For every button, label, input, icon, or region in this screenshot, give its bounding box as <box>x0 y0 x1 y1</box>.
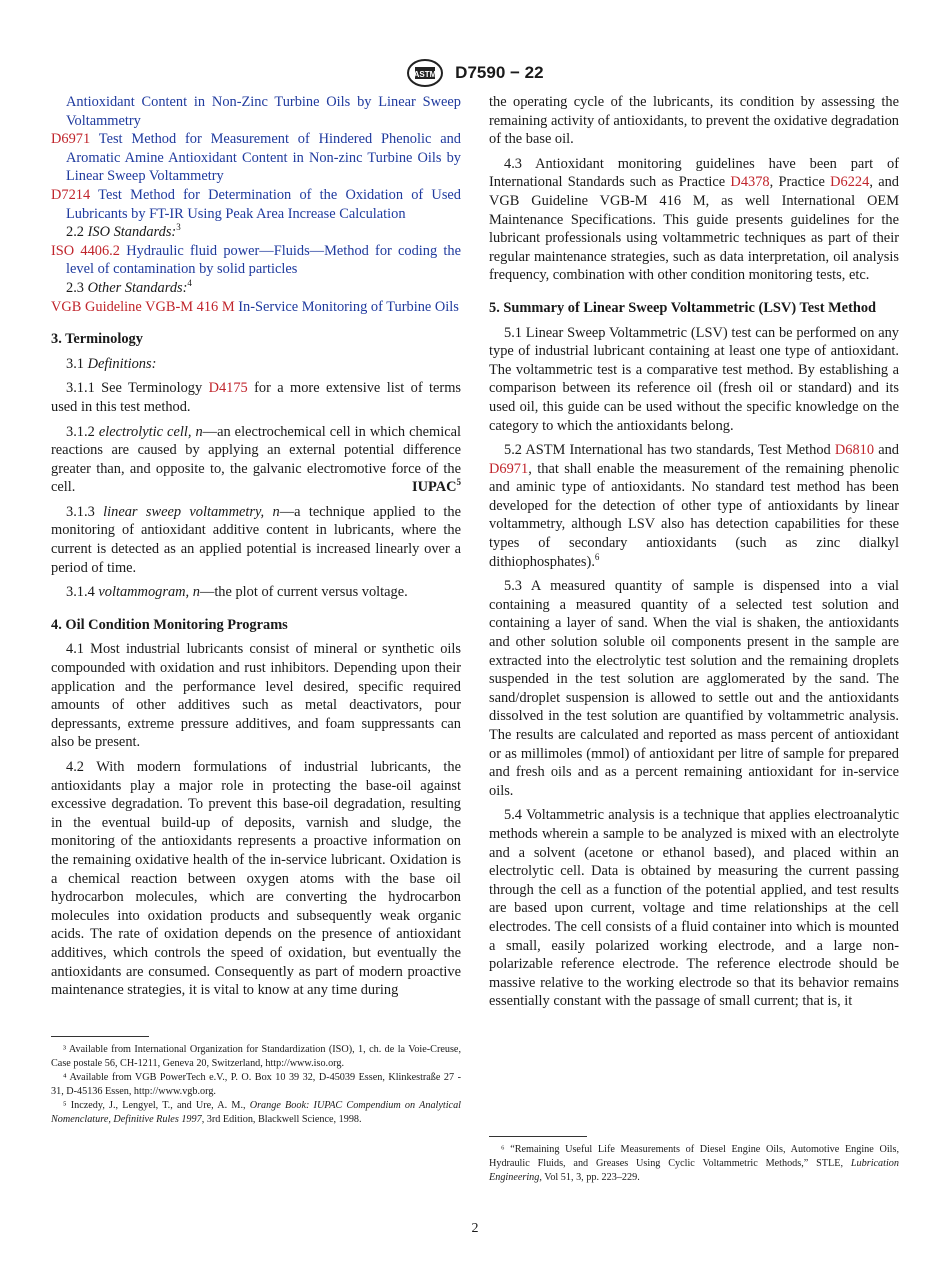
reference-vgb[interactable] <box>51 298 461 317</box>
svg-text:ASTM: ASTM <box>414 70 437 79</box>
page-header <box>0 58 950 88</box>
link-d4175[interactable]: D4175 <box>208 380 248 397</box>
reference-code[interactable]: D6971 <box>51 131 91 148</box>
reference-d7214[interactable] <box>51 186 461 223</box>
reference-code[interactable]: ISO 4406.2 <box>51 242 120 259</box>
paragraph-3-1-2: 3.1.2 electrolytic cell, n—an electrochemical cell in which chemical reactions are caused by applying an external potential difference greater than, and opposite to, the galvanic electromotive force of the cell. IUPAC$^5$ <box>51 423 461 496</box>
reference-d6971[interactable] <box>51 130 461 186</box>
section-5-heading: 5. Summary of Linear Sweep Voltammetric (LSV) Test Method <box>489 299 877 316</box>
footnote-6: ⁶ “Remaining Useful Life Measurements of Diesel Engine Oils, Automotive Engine Oils, Hydraulic Fluids, and Greases Using Cyclic Voltammetric Methods,” STLE, Lubrication Engineering, Vol 51, 3, pp. 223–229. <box>489 1144 899 1183</box>
right-footnotes <box>489 1136 899 1185</box>
paragraph-4-2-continued: the operating cycle of the lubricants, its condition by assessing the remaining activity of antioxidants, to prevent the oxidative degradation of the base oil. <box>489 94 899 148</box>
paragraph-3-1-4: 3.1.4 voltammogram, n—the plot of current versus voltage. <box>66 584 408 601</box>
link-d6810[interactable]: D6810 <box>834 442 875 459</box>
reference-title[interactable]: In-Service Monitoring of Turbine Oils <box>238 298 459 315</box>
left-column <box>51 93 462 1125</box>
footnote-4: ⁴ Available from VGB PowerTech e.V., P. O. Box 10 39 32, D-45039 Essen, Klinkestraße 27 - 31, D-45136 Essen, http://www.vgb.org. <box>51 1072 461 1097</box>
paragraph-4-2: 4.2 With modern formulations of industrial lubricants, the antioxidants play a major role in protecting the base-oil against excessive degradation. To prevent this base-oil degradation, resulting in the eventual build-up of deposits, varnish and sludge, the monitoring of the antioxidants represents a proactive information on the remaining oxidative health of the in-service lubricant. Oxidation is a chemical reaction between oxygen atoms with the base oil hydrocarbon molecules, which are converting the hydrocarbon molecules into oxidation products and subsequently weak organic acids. The rate of oxidation depends on the presence of antioxidant additives, which controls the speed of oxidation, but eventually the antioxidants are consumed. Consequently as part of modern proactive maintenance strategies, it is vital to know at any time during <box>51 759 461 999</box>
page-number: 2 <box>471 1221 479 1236</box>
other-standards-heading: 2.3 Other Standards:$^4$ <box>66 278 192 296</box>
reference-code[interactable]: VGB Guideline VGB-M 416 M <box>51 298 235 315</box>
right-column <box>489 93 899 1183</box>
paragraph-3-1-1: 3.1.1 See Terminology D4175 for a more extensive list of terms used in this test method. <box>51 380 461 415</box>
footnote-5: ⁵ Inczedy, J., Lengyel, T., and Ure, A. M., Orange Book: IUPAC Compendium on Analytical Nomenclature, Definitive Rules 1997, 3rd Edition, Blackwell Science, 1998. <box>51 1100 461 1125</box>
paragraph-5-3: 5.3 A measured quantity of sample is dispensed into a vial containing a measured quantity of a selected test solution and containing a layer of sand. When the vial is shaken, the antioxidants and other solution soluble oil components present in the sample are extracted into the electrolytic test solution and the remaining droplets suspended in the test solution are agglomerated by the sand. The sand/droplet suspension is allowed to settle out and the antioxidants dissolved in the test solution are quantified by voltammetric analysis. The results are calculated and reported as mass percent of antioxidant or as millimoles (mmol) of antioxidant per litre of sample for prepared and fresh oils and as a percent remaining antioxidant for in-service oils. <box>489 578 899 799</box>
iso-standards-heading: 2.2 ISO Standards:$^3$ <box>66 222 181 241</box>
paragraph-5-2: 5.2 ASTM International has two standards, Test Method D6810 and D6971, that shall enable the measurement of the remaining phenolic and aminic type of antioxidants. No standard test method has been developed for the detection of other type of antioxidants by linear voltammetry, although LSV also has detection capabilities for these types of secondary antioxidants (such as zinc dialkyl dithiophosphates).$^6$ <box>489 442 899 570</box>
paragraph-4-1: 4.1 Most industrial lubricants consist of mineral or synthetic oils compounded with oxidation and rust inhibitors. Depending upon their application and the performance level desired, specific required amounts of other additives such as metal deactivators, pour depressants, extreme pressure additives, and foam suppressants can also be present. <box>51 641 461 751</box>
link-d6971[interactable]: D6971 <box>489 460 529 477</box>
reference-iso-4406[interactable] <box>51 242 461 279</box>
iupac-citation: IUPAC$^5$ <box>412 477 461 496</box>
reference-title[interactable]: Test Method for Determination of the Oxidation of Used Lubricants by FT-IR Using Peak Area Increase Calculation <box>66 186 462 222</box>
paragraph-4-3: 4.3 Antioxidant monitoring guidelines have been part of International Standards such as Practice D4378, Practice D6224, and VGB Guideline VGB-M 416 M, as well International OEM Maintenance Specifications. This guide presents guidelines for the lubricant professionals using voltammetric techniques as part of their regular maintenance strategies, such as data interpretation, oil analysis frequency, combination with other condition monitoring tests, etc. <box>489 155 899 284</box>
paragraph-3-1-3: 3.1.3 linear sweep voltammetry, n—a technique applied to the monitoring of antioxidant additive content in lubricants, where the current is detected as an applied potential is increased linearly over a period of time. <box>51 503 461 576</box>
link-d6224[interactable]: D6224 <box>830 174 870 191</box>
left-footnotes <box>51 1036 461 1127</box>
astm-logo-icon <box>406 58 444 88</box>
link-d4378[interactable]: D4378 <box>730 174 770 191</box>
footnote-rule <box>489 1136 587 1137</box>
section-4-heading: 4. Oil Condition Monitoring Programs <box>51 616 288 633</box>
section-3-heading: 3. Terminology <box>51 331 143 348</box>
document-code: D7590 − 22 <box>455 63 544 82</box>
footnote-rule <box>51 1036 149 1037</box>
reference-continuation[interactable]: Antioxidant Content in Non-Zinc Turbine Oils by Linear Sweep Voltammetry <box>66 94 461 129</box>
paragraph-5-4: 5.4 Voltammetric analysis is a technique that applies electroanalytic methods wherein a sample to be analyzed is mixed with an electrolyte and a solvent (acetone or ethanol based), and placed within an electrolytic cell. Data is obtained by measuring the current passing through the cell as a function of the potential applied, and test results are based upon current, voltage and time relationships at the cell electrodes. The cell consists of a fluid container into which is mounted a small, easily polarized working electrode, and a large non-polarizable reference electrode. The reference electrode should be massive relative to the working electrode so that its behavior remains essentially constant with the passage of small current; that is, it <box>489 807 899 1010</box>
reference-code[interactable]: D7214 <box>51 186 91 203</box>
paragraph-3-1: 3.1 Definitions: <box>66 355 157 372</box>
reference-title[interactable]: Hydraulic fluid power—Fluids—Method for coding the level of contamination by solid particles <box>66 242 461 278</box>
paragraph-5-1: 5.1 Linear Sweep Voltammetric (LSV) test can be performed on any type of industrial lubricant containing at least one type of antioxidant. The voltammetric test is a comparative test method. By establishing a comparison between its reference oil (fresh oil or standard) and its used oil, this guide can be used without the specific knowledge on the category to which the antioxidants belong. <box>489 324 899 434</box>
reference-title[interactable]: Test Method for Measurement of Hindered Phenolic and Aromatic Amine Antioxidant Content in Non-zinc Turbine Oils by Linear Sweep Voltammetry <box>66 131 461 185</box>
footnote-3: ³ Available from International Organization for Standardization (ISO), 1, ch. de la Voie-Creuse, Case postale 56, CH-1211, Geneva 20, Switzerland, http://www.iso.org. <box>51 1044 461 1069</box>
